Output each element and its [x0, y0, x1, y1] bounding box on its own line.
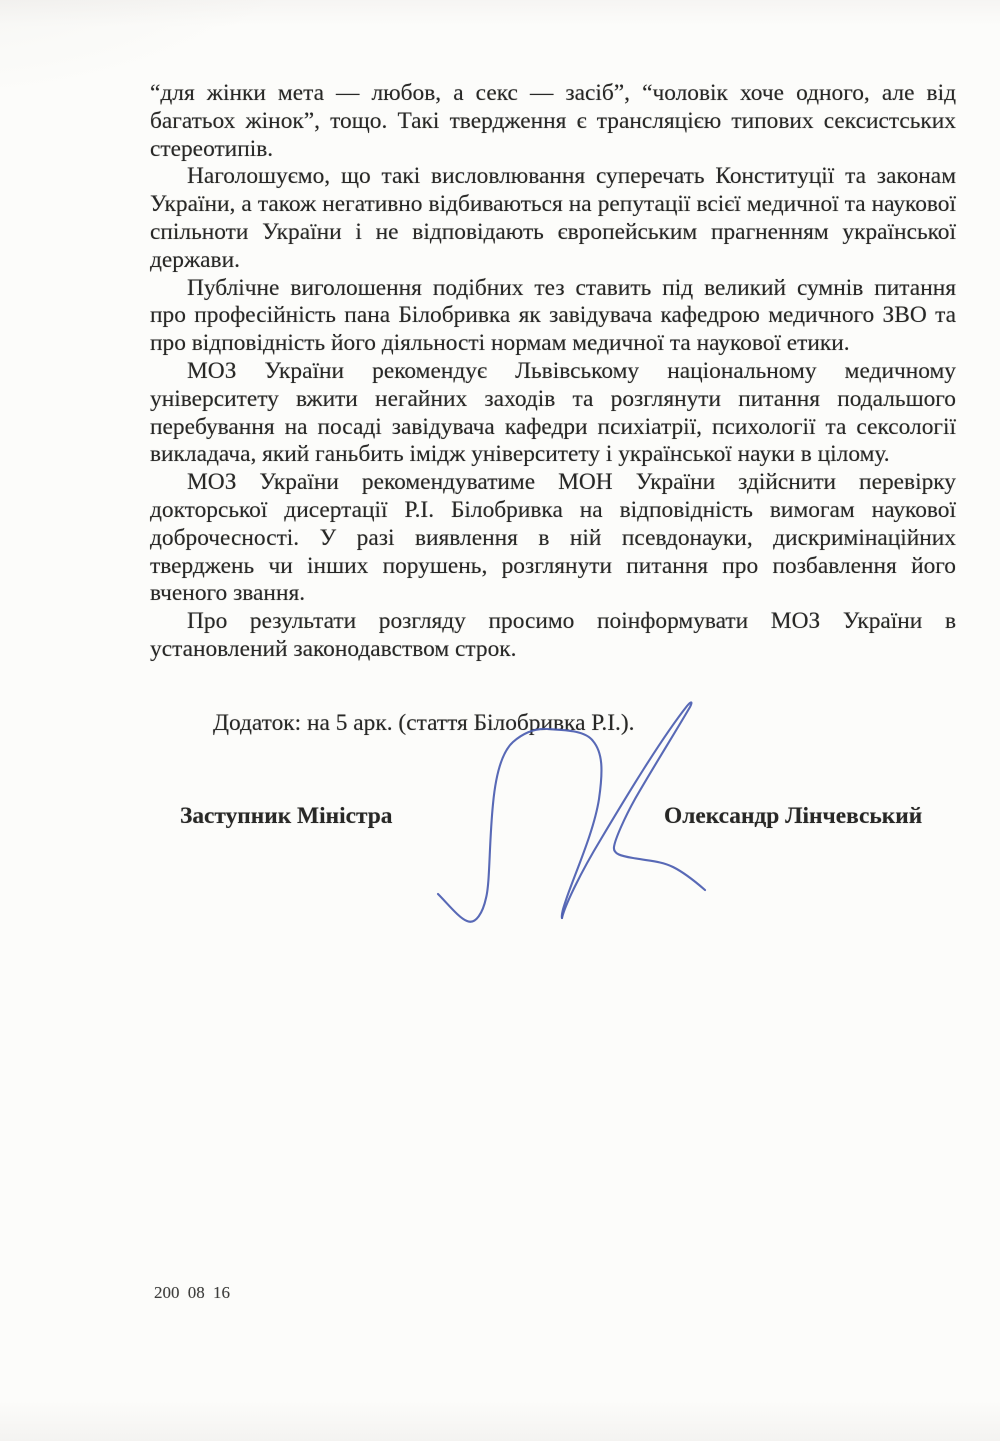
body-paragraph-3: Публічне виголошення подібних тез ставить під великий сумнів питання про професійність пана Білобривка як завідувача кафедрою медичного ЗВО та про відповідність його діяльності нормам медичної та наукової етики. — [150, 274, 956, 357]
attachment-note: Додаток: на 5 арк. (стаття Білобривка Р.І.). — [213, 710, 635, 736]
body-paragraph-4: МОЗ України рекомендує Львівському національному медичному університету вжити негайних заходів та розглянути питання подальшого перебування на посаді завідувача кафедри психіатрії, психології та сексології викладача, який ганьбить імідж університету і української науки в цілому. — [150, 357, 956, 468]
signature-stroke-left — [438, 729, 601, 922]
letter-body — [150, 80, 956, 664]
body-paragraph-2: Наголошуємо, що такі висловлювання суперечать Конституції та законам України, а також негативно відбиваються на репутації всієї медичної та наукової спільноти України і не відповідають європейським прагненням української держави. — [150, 163, 956, 273]
signer-name: Олександр Лінчевський — [664, 803, 923, 829]
body-paragraph-6: Про результати розгляду просимо поінформувати МОЗ України в установлений законодавством строк. — [150, 608, 956, 662]
signer-title: Заступник Міністра — [180, 803, 393, 829]
body-paragraph-5: МОЗ України рекомендуватиме МОН України здійснити перевірку докторської дисертації Р.І. Білобривка на відповідність вимогам наукової доброчесності. У разі виявлення в ній псевдонауки, дискримінаційних тверджень чи інших порушень, розглянути питання про позбавлення його вченого звання. — [150, 469, 956, 607]
body-paragraph-1: “для жінки мета — любов, а секс — засіб”, “чоловік хоче одного, але від багатьох жінок”, тощо. Такі твердження є трансляцією типових сексистських стереотипів. — [150, 80, 956, 162]
footer-code: 200 08 16 — [154, 1283, 230, 1302]
